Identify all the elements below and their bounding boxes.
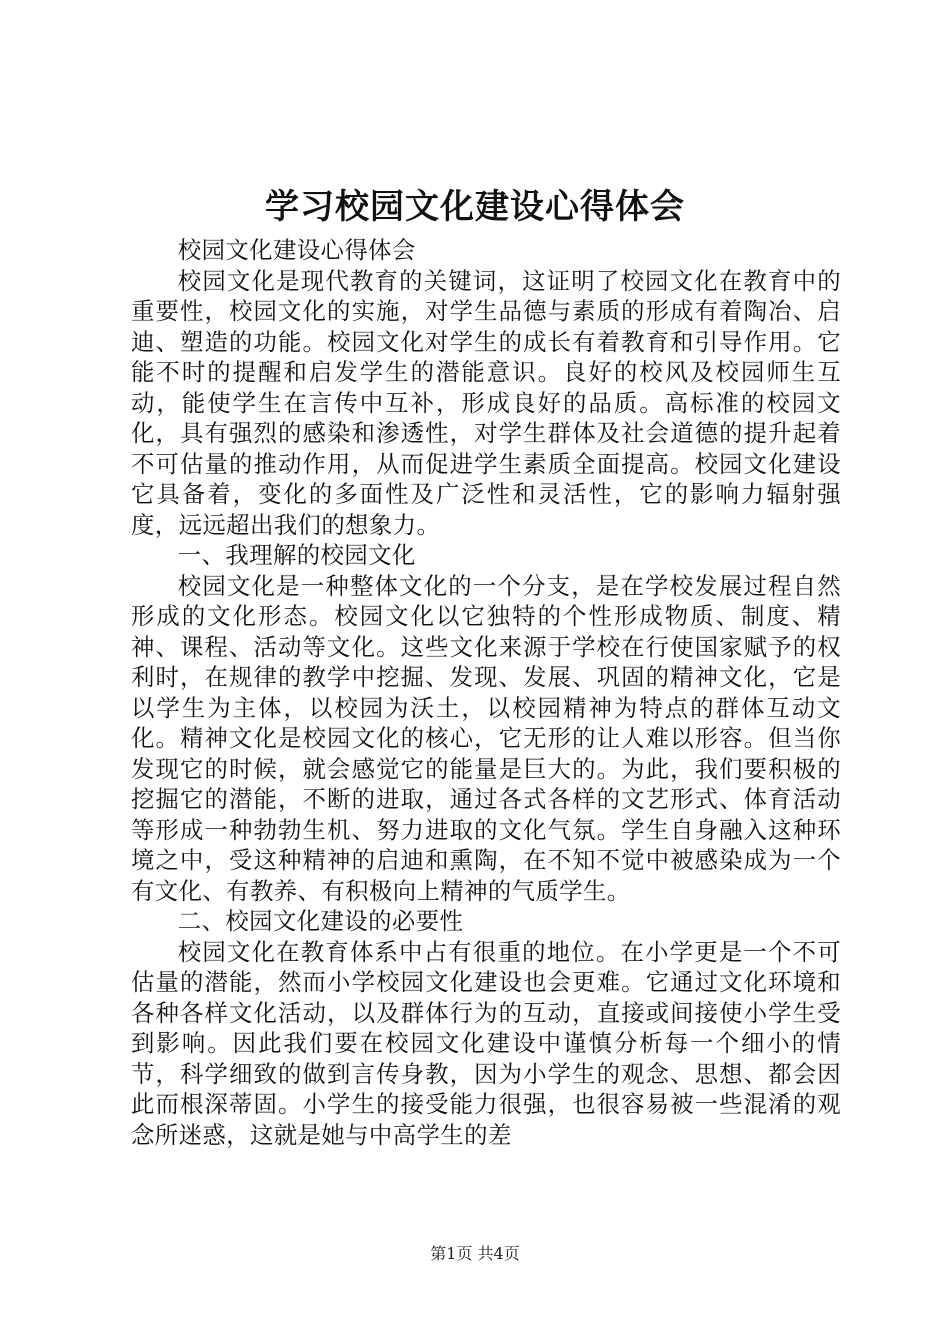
paragraph-section-2: 校园文化在教育体系中占有很重的地位。在小学更是一个不可估量的潜能，然而小学校园文化建设也会更难。它通过文化环境和各种各样文化活动，以及群体行为的互动，直接或间接使小学生受到影响。因此我们要在校园文化建设中谨慎分析每一个细小的情节，科学细致的做到言传身教，因为小学生的观念、思想、都会因此而根深蒂固。小学生的接受能力很强，也很容易被一些混淆的观念所迷惑，这就是她与中高学生的差 xyxy=(131,937,841,1149)
page-number-footer: 第1页 共4页 xyxy=(430,1244,520,1263)
paragraph-subtitle: 校园文化建设心得体会 xyxy=(177,236,416,264)
section-heading-1: 一、我理解的校园文化 xyxy=(177,541,416,569)
paragraph-section-1: 校园文化是一种整体文化的一个分支，是在学校发展过程自然形成的文化形态。校园文化以它独特的个性形成物质、制度、精神、课程、活动等文化。这些文化来源于学校在行使国家赋予的权利时，在规律的教学中挖掘、发现、发展、巩固的精神文化，它是以学生为主体，以校园为沃土，以校园精神为特点的群体互动文化。精神文化是校园文化的核心，它无形的让人难以形容。但当你发现它的时候，就会感觉它的能量是巨大的。为此，我们要积极的挖掘它的潜能，不断的进取，通过各式各样的文艺形式、体育活动等形成一种勃勃生机、努力进取的文化气氛。学生自身融入这种环境之中，受这种精神的启迪和熏陶，在不知不觉中被感染成为一个有文化、有教养、有积极向上精神的气质学生。 xyxy=(131,571,841,905)
document-body xyxy=(131,235,841,1150)
document-title: 学习校园文化建设心得体会 xyxy=(265,187,685,227)
section-heading-2: 二、校园文化建设的必要性 xyxy=(177,907,464,935)
paragraph-intro: 校园文化是现代教育的关键词，这证明了校园文化在教育中的重要性，校园文化的实施，对学生品德与素质的形成有着陶冶、启迪、塑造的功能。校园文化对学生的成长有着教育和引导作用。它能不时的提醒和启发学生的潜能意识。良好的校风及校园师生互动，能使学生在言传中互补，形成良好的品质。高标准的校园文化，具有强烈的感染和渗透性，对学生群体及社会道德的提升起着不可估量的推动作用，从而促进学生素质全面提高。校园文化建设它具备着，变化的多面性及广泛性和灵活性，它的影响力辐射强度，远远超出我们的想象力。 xyxy=(131,266,841,539)
